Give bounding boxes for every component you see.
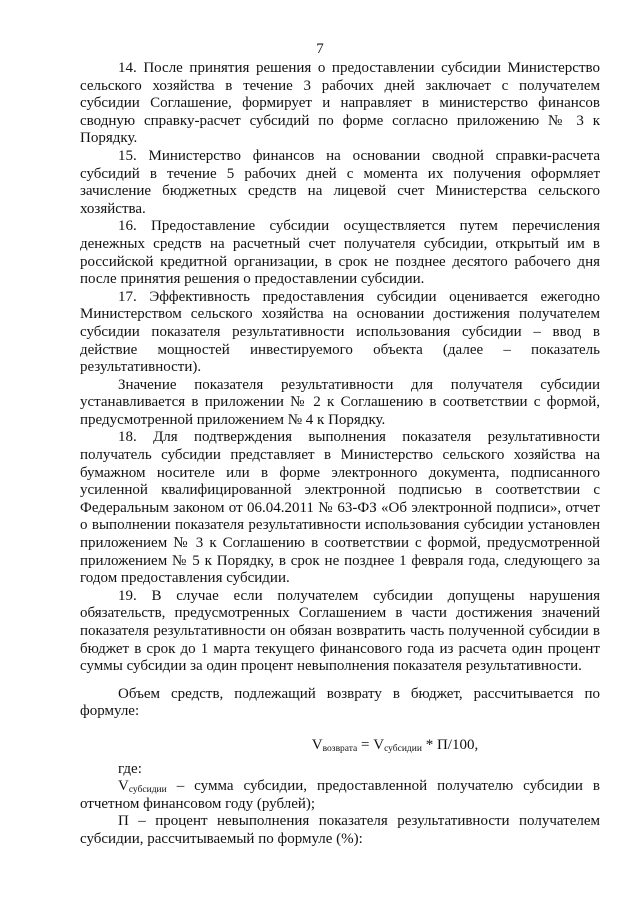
paragraph-15: 15. Министерство финансов на основании сводной справки-расчета субсидий в течение 5 рабочих дней с момента их получения оформляет зачисление бюджетных средств на лицевой счет Министерства сельского хозяйства. — [80, 147, 600, 217]
formula-rest: * П/100, — [421, 736, 479, 753]
paragraph-18: 18. Для подтверждения выполнения показателя результативности получатель субсидии представляет в Министерство сельского хозяйства на бумажном носителе или в форме электронного документа, подписанного усиленной квалифицированной электронной подписью в соответствии с Федеральным законом от 06.04.2011 № 63-ФЗ «Об электронной подписи», отчет о выполнении показателя результативности использования субсидии установлен приложением № 3 к Соглашению в соответствии с формой, предусмотренной приложением № 5 к Порядку, в срок не позднее 1 февраля года, следующего за годом предоставления субсидии. — [80, 429, 600, 587]
where-v-description: – сумма субсидии, предоставленной получателю субсидии в отчетном финансовом году (рублей); — [80, 778, 600, 812]
formula-v-subsidy: V — [373, 736, 385, 753]
where-v-subscript: субсидии — [128, 785, 167, 796]
where-p-definition: П – процент невыполнения показателя результативности получателем субсидии, рассчитываемый по формуле (%): — [80, 813, 600, 847]
paragraph-19-formula-intro: Объем средств, подлежащий возврату в бюджет, рассчитывается по формуле: — [80, 685, 600, 720]
page-number: 7 — [316, 41, 324, 57]
return-formula — [80, 737, 600, 755]
paragraph-14: 14. После принятия решения о предоставлении субсидии Министерство сельского хозяйства в течение 3 рабочих дней заключает с получателем субсидии Соглашение, формирует и направляет в министерство финансов сводную справку-расчет субсидий по форме согласно приложению № 3 к Порядку. — [80, 60, 600, 147]
where-v-symbol: V — [118, 778, 129, 795]
document-body — [80, 60, 600, 849]
where-v-subsidy — [80, 778, 600, 813]
paragraph-17-value: Значение показателя результативности для получателя субсидии устанавливается в приложении № 2 к Соглашению в соответствии с формой, предусмотренной приложением № 4 к Порядку. — [80, 376, 600, 428]
paragraph-16: 16. Предоставление субсидии осуществляется путем перечисления денежных средств на расчетный счет получателя субсидии, открытый им в российской кредитной организации, в срок не позднее десятого рабочего дня после принятия решения о предоставлении субсидии. — [80, 218, 600, 288]
formula-equals: = — [357, 736, 374, 753]
formula-v-return: V — [311, 736, 323, 753]
paragraph-17: 17. Эффективность предоставления субсидии оценивается ежегодно Министерством сельского хозяйства на основании достижения получателем субсидии показателя результативности использования субсидии – ввод в действие мощностей инвестируемого объекта (далее – показатель результативности). — [80, 288, 600, 376]
formula-subsidy-subscript: субсидии — [384, 743, 422, 754]
where-label: где: — [118, 760, 142, 777]
formula-return-subscript: возврата — [322, 743, 358, 754]
paragraph-19: 19. В случае если получателем субсидии допущены нарушения обязательств, предусмотренных Соглашением в части достижения значений показателя результативности он обязан возвратить часть полученной субсидии в бюджет в срок до 1 марта текущего финансового года из расчета один процент суммы субсидии за один процент невыполнения показателя результативности. — [80, 587, 600, 675]
